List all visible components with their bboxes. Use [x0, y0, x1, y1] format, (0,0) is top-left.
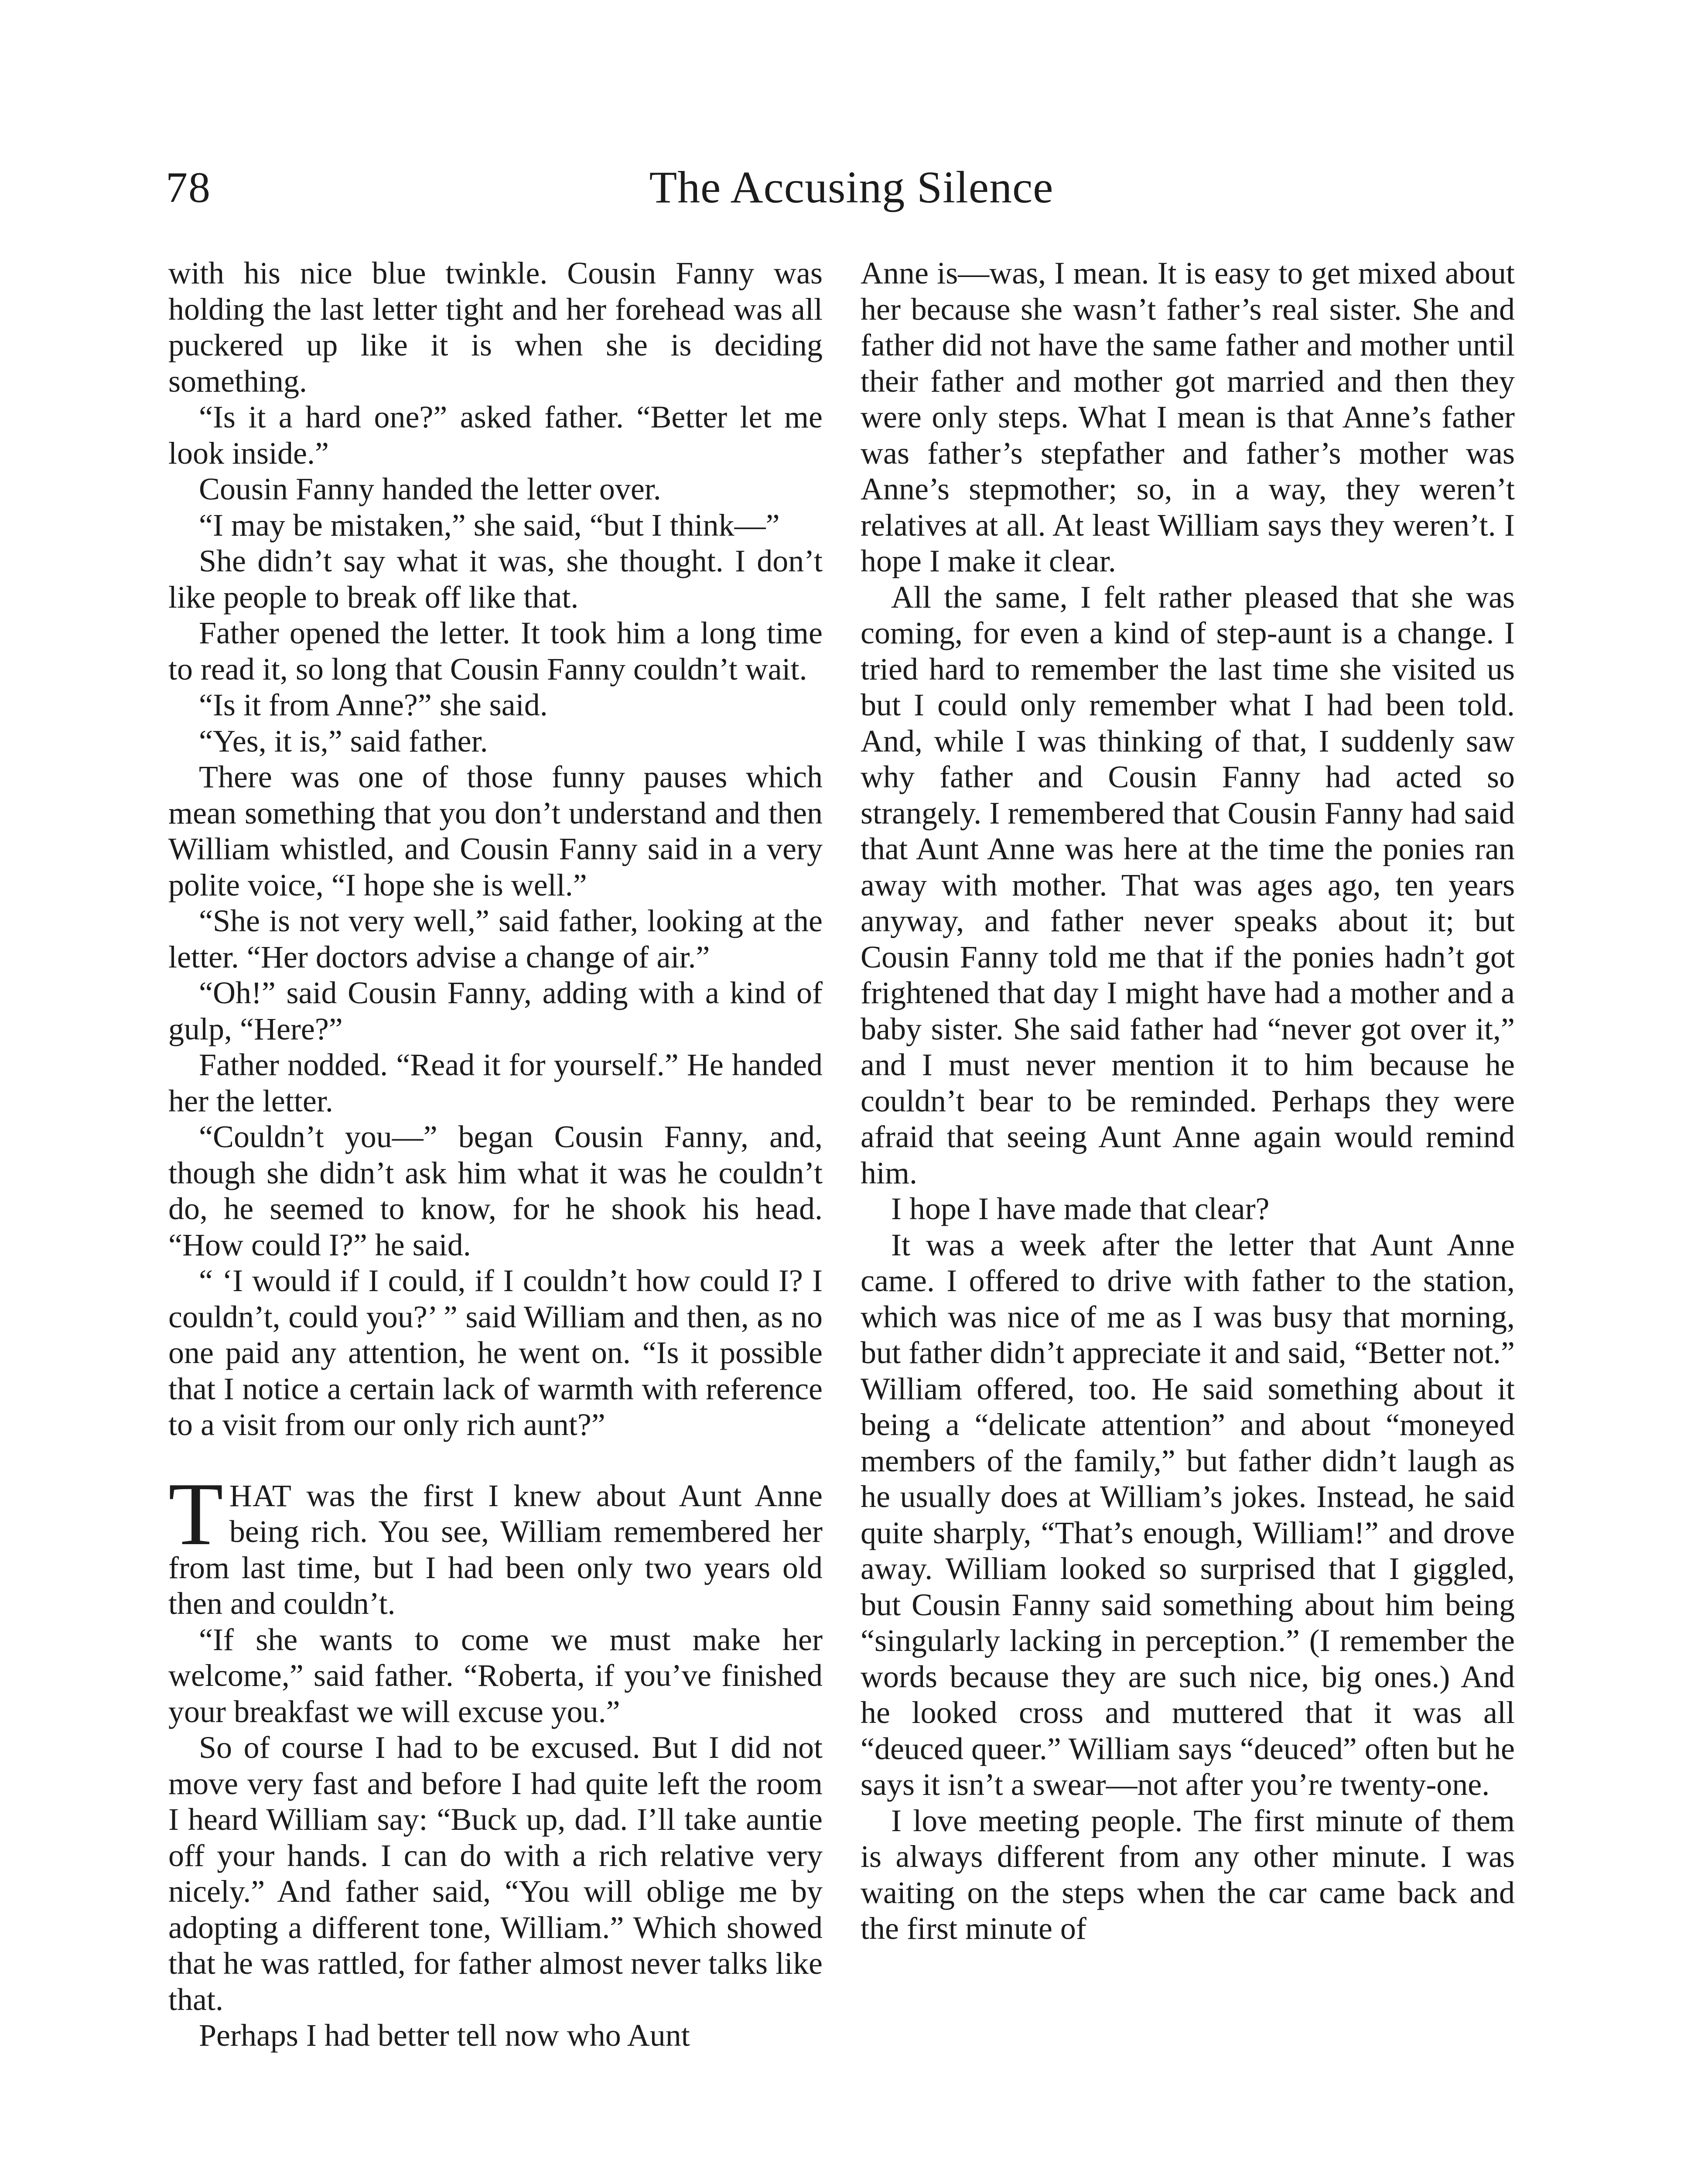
paragraph: Perhaps I had better tell now who Aunt [199, 2018, 690, 2053]
paragraph: I love meeting people. The first minute of them is always different from any other minute. I was waiting on the steps when the car came back and the first minute of [861, 1803, 1515, 1946]
paragraph: “Is it a hard one?” asked father. “Better let me look inside.” [168, 400, 823, 471]
paragraph: I hope I have made that clear? [891, 1191, 1270, 1226]
paragraph: “Yes, it is,” said father. [199, 723, 488, 759]
paragraph: Cousin Fanny handed the letter over. [199, 472, 661, 506]
paragraph: Father nodded. “Read it for yourself.” He handed her the letter. [168, 1047, 823, 1118]
paragraph: There was one of those funny pauses which mean something that you don’t understand and then William whistled, and Cousin Fanny said in a very polite voice, “I hope she is well.” [168, 759, 823, 902]
paragraph: “ ‘I would if I could, if I couldn’t how could I? I couldn’t, could you?’ ” said William and then, as no one paid any attention, he went on. “Is it possible that I notice a certain lack of warmth with reference to a visit from our only rich aunt?” [168, 1263, 823, 1442]
paragraph: Anne is—was, I mean. It is easy to get mixed about her because she wasn’t father’s real sister. She and father did not have the same father and mother until their father and mother got married and then they were only steps. What I mean is that Anne’s father was father’s stepfather and father’s mother was Anne’s stepmother; so, in a way, they weren’t relatives at all. At least William says they weren’t. I hope I make it clear. [861, 256, 1515, 578]
paragraph: She didn’t say what it was, she thought. I don’t like people to break off like that. [168, 544, 823, 615]
page-number: 78 [166, 163, 211, 212]
section-opening-paragraph [168, 1463, 823, 1622]
paragraph: “Oh!” said Cousin Fanny, adding with a kind of gulp, “Here?” [168, 975, 823, 1046]
running-title: The Accusing Silence [649, 162, 1054, 212]
paragraph: “Is it from Anne?” she said. [199, 687, 548, 722]
page-header [166, 161, 1522, 222]
paragraph: It was a week after the letter that Aunt Anne came. I offered to drive with father to the station, which was nice of me as I was busy that morning, but father didn’t appreciate it and said, “Better not.” William offered, too. He said something about it being a “delicate attention” and about “moneyed members of the family,” but father didn’t laugh as he usually does at William’s jokes. Instead, he said quite sharply, “That’s enough, William!” and drove away. William looked so surprised that I giggled, but Cousin Fanny said something about him being “singularly lacking in perception.” (I remember the words because they are such nice, big ones.) And he looked cross and muttered that it was all “deuced queer.” William says “deuced” often but he says it isn’t a swear—not after you’re twenty-one. [861, 1227, 1515, 1802]
small-caps-lead: HAT [229, 1478, 292, 1513]
paragraph: So of course I had to be excused. But I did not move very fast and before I had quite left the room I heard William say: “Buck up, dad. I’ll take auntie off your hands. I can do with a rich relative very nicely.” And father said, “You will oblige me by adopting a different tone, William.” Which showed that he was rattled, for father almost never talks like that. [168, 1730, 823, 2017]
paragraph: “If she wants to come we must make her welcome,” said father. “Roberta, if you’ve finished your breakfast we will excuse you.” [168, 1622, 823, 1729]
paragraph: with his nice blue twinkle. Cousin Fanny was holding the last letter tight and her forehead was all puckered up like it is when she is deciding something. [168, 256, 823, 399]
left-text-column [168, 255, 823, 2054]
paragraph: All the same, I felt rather pleased that she was coming, for even a kind of step-aunt is a change. I tried hard to remember the last time she visited us but I could only remember what I had been told. And, while I was thinking of that, I suddenly saw why father and Cousin Fanny had acted so strangely. I remembered that Cousin Fanny had said that Aunt Anne was here at the time the ponies ran away with mother. That was ages ago, ten years anyway, and father never speaks about it; but Cousin Fanny told me that if the ponies hadn’t got frightened that day I might have had a mother and a baby sister. She said father had “never got over it,” and I must never mention it to him because he couldn’t bear to be reminded. Perhaps they were afraid that seeing Aunt Anne again would remind him. [861, 579, 1515, 1190]
paragraph: “I may be mistaken,” she said, “but I think—” [199, 507, 780, 543]
paragraph: Father opened the letter. It took him a long time to read it, so long that Cousin Fanny couldn’t wait. [168, 615, 823, 687]
drop-cap: T [168, 1463, 223, 1564]
paragraph: “Couldn’t you—” began Cousin Fanny, and, though she didn’t ask him what it was he couldn’t do, he seemed to know, for he shook his head. “How could I?” he said. [168, 1119, 823, 1262]
section-opening-text: was the first I knew about Aunt Anne being rich. You see, William remembered her from last time, but I had been only two years old then and couldn’t. [168, 1478, 823, 1621]
paragraph: “She is not very well,” said father, looking at the letter. “Her doctors advise a change of air.” [168, 903, 823, 974]
right-text-column [861, 255, 1515, 1947]
